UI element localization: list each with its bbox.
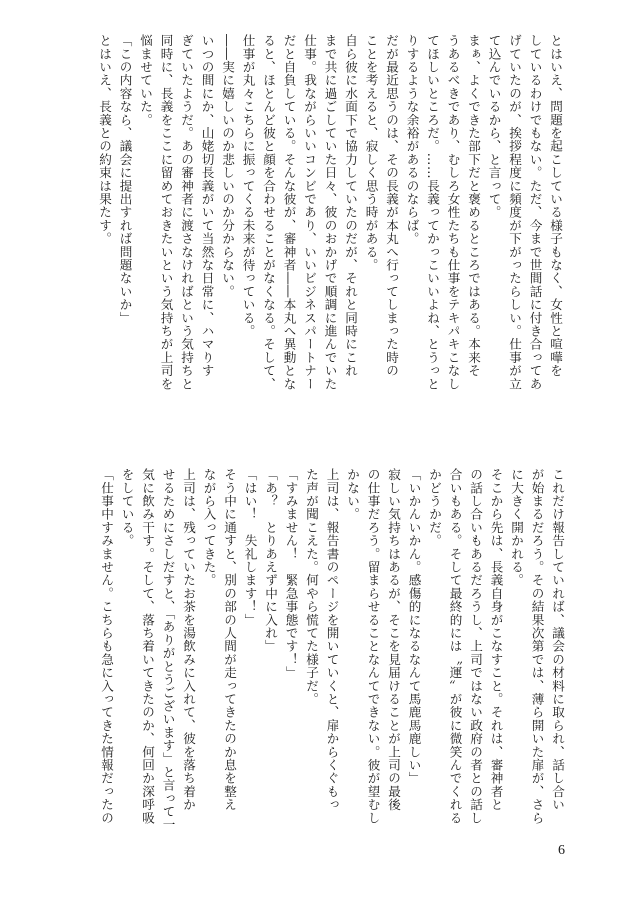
text-column: 仕事。我ながらいいコンビであり、いいビジネスパートナー (302, 34, 317, 391)
text-column: をしている。 (119, 468, 135, 548)
text-column: の話し合いもあるだろうし、上司ではない政府の者との話し (468, 468, 483, 825)
text-column: 悩ませていた。 (138, 34, 153, 127)
text-column: 気に飲み干す。そして、落ち着いてきたのか、何回か深呼吸 (140, 468, 155, 825)
text-column: の仕事だろう。留まらせることなんてできない。彼が望むし (365, 468, 381, 825)
text-column: 「すみません！ 緊急事態です！」 (283, 468, 299, 680)
text-column: が始まるだろう。その結果次第では、薄ら開いた扉が、さら (529, 468, 545, 825)
text-column: まで共に過ごしていた日々、彼のおかげで順調に進んでいた (322, 34, 338, 391)
upper-text-block (96, 34, 563, 390)
text-column: かない。 (345, 468, 360, 521)
text-column: かどうかだ。 (427, 468, 442, 548)
text-column: ぎていたようだ。あの審神者に渡さなければという気持ちと (179, 34, 194, 391)
text-column: げていたのが、挨拶程度に頻度が下がったらしい。仕事が立 (507, 34, 522, 391)
text-column: そう中に通すと、別の部の人間が走ってきたのか息を整え (222, 468, 237, 812)
text-column: ると、ほとんど彼と顔を合わせることがなくなる。そして、 (261, 34, 276, 391)
text-column: て込んでいるから、と言って。 (486, 34, 502, 219)
text-column: 寂しい気持ちはあるが、そこを見届けることが上司の最後 (386, 468, 401, 812)
text-column: 同時に、長義をここに留めておきたいという気持ちが上司を (158, 34, 174, 391)
text-column: だが最近思うのは、その長義が本丸へ行ってしまった時の (384, 34, 399, 378)
text-column: 仕事が丸々こちらに振ってくる未来が待っている。 (240, 34, 256, 338)
text-column: 自ら彼に水面下で協力していたのだが、それと同時にこれ (343, 34, 358, 378)
text-column: 「はい！ 失礼します！」 (242, 468, 258, 627)
text-column: 「この内容なら、議会に提出すれば問題ないか」 (117, 34, 133, 325)
text-column: ながら入ってきた。 (201, 468, 217, 587)
text-column: うあるべきであり、むしろ女性たちも仕事をテキパキこなし (445, 34, 461, 391)
lower-text-block (98, 468, 565, 831)
text-column: とはいえ、問題を起こしている様子もなく、女性と喧嘩を (548, 34, 563, 378)
text-column: に大きく開かれる。 (509, 468, 524, 587)
text-column: とはいえ、長義との約束は果たす。 (97, 34, 112, 246)
text-column: りするような余裕があるのならば。 (404, 34, 420, 246)
text-column: せるためにさしだすと、「ありがとうございます」と言って一 (160, 468, 176, 832)
text-column: まぁ、よくできた部下だと褒めるところではある。本来そ (466, 34, 481, 378)
text-column: た声が聞こえた。何やら慌てた様子だ。 (304, 468, 319, 706)
text-column: 上司は、残っていたお茶を湯飲みに入れて、彼を落ち着か (181, 468, 196, 812)
text-column: てほしいところだ。……長義ってかっこいいよね、とうっと (425, 34, 440, 391)
text-column: いつの間にか、山姥切長義がいて当然な日常に、ハマりす (199, 34, 215, 378)
text-column: 合いもある。そして最終的には〝運〟が彼に微笑んでくれる (447, 468, 463, 825)
text-column: そこから先は、長義自身がこなすこと。それは、審神者と (488, 468, 504, 812)
page-number: 6 (558, 843, 565, 858)
text-column: これだけ報告していれば、議会の材料に取られ、話し合い (550, 468, 565, 812)
text-column: しているわけでもない。ただ、今まで世間話に付き合ってあ (527, 34, 543, 391)
text-column: だと自負している。そんな彼が、審神者――本丸へ異動とな (281, 34, 297, 391)
text-column: 「いかんいかん。感傷的になるなんて馬鹿馬鹿しい」 (406, 468, 422, 785)
text-column: 上司は、報告書のページを開いていくと、扉からくぐもっ (324, 468, 340, 812)
text-column: 「あ？ とりあえず中に入れ」 (263, 468, 278, 653)
text-column: 「仕事中すみません。こちらも急に入ってきた情報だったの (99, 468, 114, 825)
text-column: ことを考えると、寂しく思う時がある。 (363, 34, 379, 272)
text-column: ――実に嬉しいのか悲しいのか分からない。 (220, 34, 235, 298)
